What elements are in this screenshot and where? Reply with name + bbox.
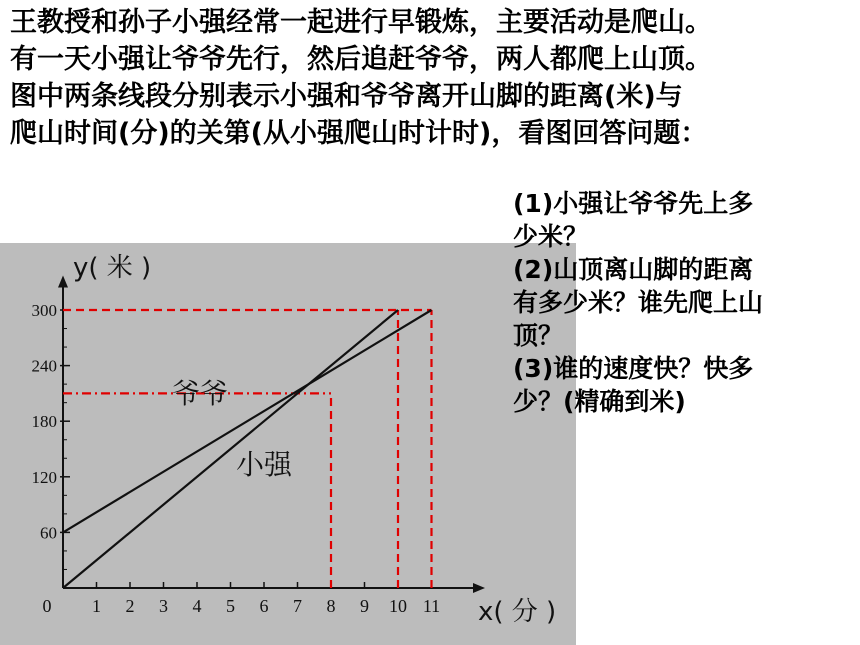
origin-label: 0 <box>42 596 52 616</box>
problem-line-2: 有一天小强让爷爷先行，然后追赶爷爷，两人都爬上山顶。 <box>10 44 712 75</box>
distance-time-chart <box>0 243 576 645</box>
question-2-line-1: (2)山顶离山脚的距离 <box>513 255 754 284</box>
question-3-line-1: (3)谁的速度快？快多 <box>513 354 754 383</box>
y-axis-title: y( 米 ) <box>73 253 152 283</box>
question-2-line-3: 顶？ <box>513 321 564 350</box>
x-tick-label: 8 <box>326 596 336 616</box>
y-axis-arrow <box>58 275 68 287</box>
x-tick-label: 1 <box>92 596 101 616</box>
questions-panel <box>513 187 853 418</box>
x-tick-label: 5 <box>226 596 235 616</box>
x-tick-label: 4 <box>192 596 202 616</box>
x-tick-label: 6 <box>259 596 269 616</box>
x-tick-label: 7 <box>293 596 302 616</box>
question-1-line-2: 少米？ <box>513 222 589 251</box>
question-3-line-2: 少？(精确到米) <box>513 387 686 416</box>
x-tick-label: 9 <box>360 596 369 616</box>
x-axis-arrow <box>473 583 485 593</box>
series-line-1 <box>63 310 432 532</box>
series-label-1: 爷爷 <box>172 377 229 410</box>
y-tick-label: 120 <box>31 467 57 487</box>
x-tick-label: 3 <box>159 596 168 616</box>
x-tick-label: 2 <box>125 596 135 616</box>
y-tick-label: 240 <box>31 356 57 376</box>
chart-panel <box>0 243 576 645</box>
question-1-line-1: (1)小强让爷爷先上多 <box>513 189 754 218</box>
problem-line-1: 王教授和孙子小强经常一起进行早锻炼，主要活动是爬山。 <box>10 7 712 38</box>
x-tick-label: 10 <box>389 596 407 616</box>
y-tick-label: 60 <box>40 523 57 543</box>
series-line-2 <box>63 310 398 588</box>
question-2-line-2: 有多少米？谁先爬上山 <box>513 288 764 317</box>
y-tick-label: 300 <box>31 301 57 320</box>
y-tick-label: 180 <box>31 412 57 432</box>
problem-statement <box>10 4 856 152</box>
series-label-2: 小强 <box>236 448 293 481</box>
problem-line-4: 爬山时间(分)的关第(从小强爬山时计时)，看图回答问题： <box>10 118 708 149</box>
problem-line-3: 图中两条线段分别表示小强和爷爷离开山脚的距离(米)与 <box>10 81 683 112</box>
x-axis-title: x( 分 ) <box>478 597 557 627</box>
x-tick-label: 11 <box>422 596 441 616</box>
